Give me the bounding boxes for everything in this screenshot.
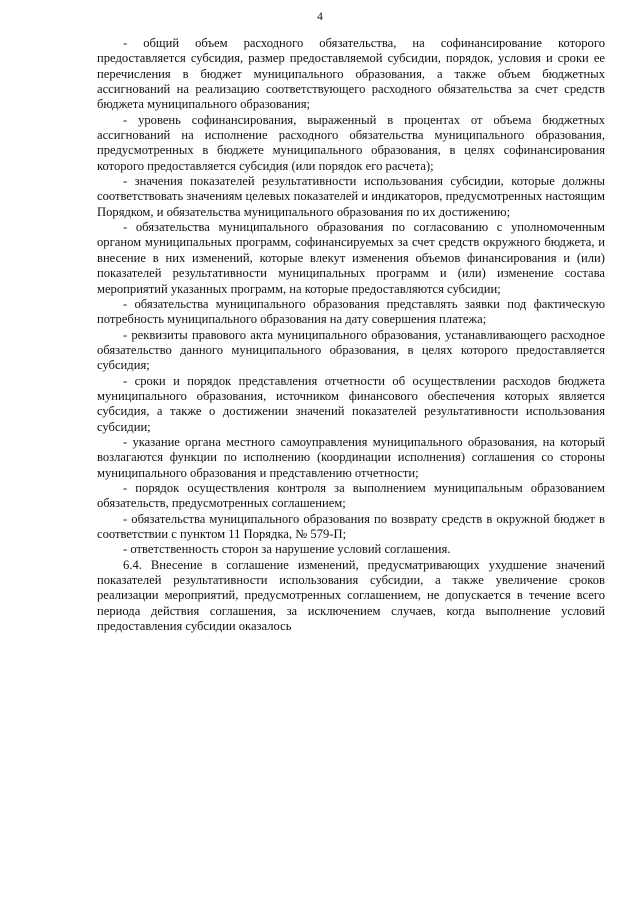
page-number: 4 xyxy=(317,11,323,23)
paragraph-refund-obligation: - обязательства муниципального образования по возврату средств в окружной бюджет в соответствии с пунктом 11 Порядка, № 579-П; xyxy=(97,511,605,541)
paragraph-responsible-body: - указание органа местного самоуправления муниципального образования, на который возлагаются функции по исполнению (координации исполнения) соглашения со стороны муниципального образования и представлению отчетности; xyxy=(97,434,605,480)
paragraph-payment-requests: - обязательства муниципального образования представлять заявки под фактическую потребность муниципального образования на дату совершения платежа; xyxy=(97,296,605,327)
paragraph-program-approval: - обязательства муниципального образования по согласованию с уполномоченным органом муниципальных программ, софинансируемых за счет средств окружного бюджета, и внесение в них изменений, которые влекут изменения объемов финансирования и (или) показателей результативности муниципальных программ и (или) изменение состава мероприятий указанных программ, на которые предоставляются субсидии; xyxy=(97,220,605,296)
paragraph-total-obligation: - общий объем расходного обязательства, на софинансирование которого предоставляется субсидия, размер предоставляемой субсидии, порядок, условия и сроки ее перечисления в бюджет муниципального образования, а также объем бюджетных ассигнований на реализацию соответствующего расходного обязательства за счет средств бюджета муниципального образования; xyxy=(97,36,605,112)
paragraph-cofinancing-level: - уровень софинансирования, выраженный в процентах от объема бюджетных ассигнований на исполнение расходного обязательства муниципального образования, предусмотренных в бюджете муниципального образования, в целях софинансирования которого предоставляется субсидия (или порядок его расчета); xyxy=(97,112,605,173)
paragraph-performance-indicators: - значения показателей результативности использования субсидии, которые должны соответствовать значениям целевых показателей и индикаторов, предусмотренных настоящим Порядком, и обязательства муниципального образования по их достижению; xyxy=(97,174,605,219)
paragraph-liability: - ответственность сторон за нарушение условий соглашения. xyxy=(123,542,451,557)
document-body xyxy=(97,36,605,634)
paragraph-reporting-terms: - сроки и порядок представления отчетности об осуществлении расходов бюджета муниципального образования, источником финансового обеспечения которых является субсидия, а также о достижении значений показателей результативности использования субсидии; xyxy=(97,373,605,434)
paragraph-section-6-4: 6.4. Внесение в соглашение изменений, предусматривающих ухудшение значений показателей результативности использования субсидии, а также увеличение сроков реализации мероприятий, предусмотренных соглашением, не допускается в течение всего периода действия соглашения, за исключением случаев, когда выполнение условий предоставления субсидии оказалось xyxy=(97,557,605,634)
paragraph-control-procedure: - порядок осуществления контроля за выполнением муниципальным образованием обязательств, предусмотренных соглашением; xyxy=(97,480,605,511)
paragraph-legal-act-details: - реквизиты правового акта муниципального образования, устанавливающего расходное обязательство данного муниципального образования, в целях которого предоставляется субсидия; xyxy=(97,327,605,373)
